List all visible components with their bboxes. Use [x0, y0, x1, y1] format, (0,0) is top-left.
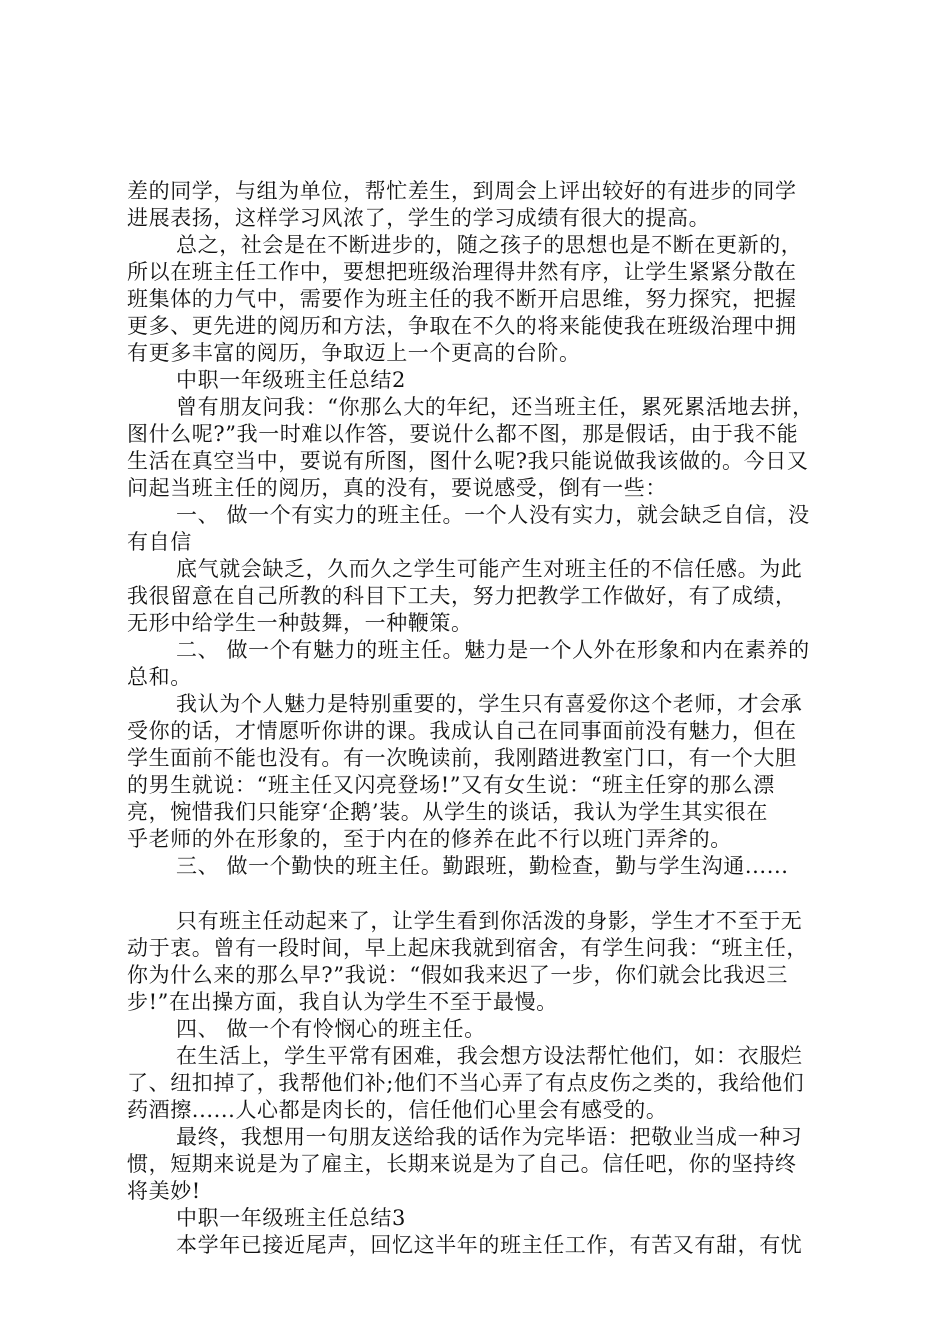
- section-heading-3: 中职一年级班主任总结3: [176, 1206, 406, 1230]
- text-line: 有更多丰富的阅历，争取迈上一个更高的台阶。: [127, 341, 581, 365]
- list-item-1: 一、 做一个有实力的班主任。一个人没有实力，就会缺乏自信，没: [176, 503, 810, 527]
- text-line: 将美妙!: [127, 1179, 201, 1203]
- text-line: 差的同学，与组为单位，帮忙差生，到周会上评出较好的有进步的同学: [127, 179, 797, 203]
- text-line: 问起当班主任的阅历，真的没有，要说感受，倒有一些：: [127, 476, 667, 500]
- text-line: 惯，短期来说是为了雇主，长期来说是为了自己。信任吧，你的坚持终: [127, 1152, 797, 1176]
- text-line: 受你的话，才情愿听你讲的课。我成认自己在同事面前没有魅力，但在: [127, 719, 797, 743]
- list-item-3: 三、 做一个勤快的班主任。勤跟班，勤检查，勤与学生沟通......: [176, 854, 789, 878]
- text-line: 所以在班主任工作中，要想把班级治理得井然有序，让学生紧紧分散在: [127, 260, 797, 284]
- text-line: 有自信: [127, 530, 192, 554]
- paragraph-start: 只有班主任动起来了，让学生看到你活泼的身影，学生才不至于无: [176, 909, 803, 933]
- paragraph-start: 总之，社会是在不断进步的，随之孩子的思想也是不断在更新的，: [176, 233, 803, 257]
- text-line: 班集体的力气中，需要作为班主任的我不断开启思维，努力探究，把握: [127, 287, 797, 311]
- text-line: 进展表扬，这样学习风浓了，学生的学习成绩有很大的提高。: [127, 206, 711, 230]
- text-line: 你为什么来的那么早?”我说：“假如我来迟了一步，你们就会比我迟三: [127, 963, 788, 987]
- list-item-4: 四、 做一个有怜悯心的班主任。: [176, 1017, 486, 1041]
- paragraph-start: 我认为个人魅力是特别重要的，学生只有喜爱你这个老师，才会承: [176, 692, 803, 716]
- paragraph-start: 在生活上，学生平常有困难，我会想方设法帮忙他们，如：衣服烂: [176, 1044, 803, 1068]
- text-line: 总和。: [127, 665, 192, 689]
- text-line: 无形中给学生一种鼓舞，一种鞭策。: [127, 611, 473, 635]
- text-line: 步!”在出操方面，我自认为学生不至于最慢。: [127, 990, 558, 1014]
- text-line: 药酒擦......人心都是肉长的，信任他们心里会有感受的。: [127, 1098, 668, 1122]
- text-line: 了、纽扣掉了，我帮他们补;他们不当心弄了有点皮伤之类的，我给他们: [127, 1071, 805, 1095]
- text-line: 我很留意在自己所教的科目下工夫，努力把教学工作做好，有了成绩，: [127, 584, 797, 608]
- text-line: 学生面前不能也没有。有一次晚读前，我刚踏进教室门口，有一个大胆: [127, 746, 797, 770]
- paragraph-start: 曾有朋友问我：“你那么大的年纪，还当班主任，累死累活地去拼，: [176, 395, 814, 419]
- text-line: 更多、更先进的阅历和方法，争取在不久的将来能使我在班级治理中拥: [127, 314, 797, 338]
- paragraph-start: 本学年已接近尾声，回忆这半年的班主任工作，有苦又有甜，有忧: [176, 1233, 803, 1257]
- section-heading-2: 中职一年级班主任总结2: [176, 368, 406, 392]
- text-line: 动于衷。曾有一段时间，早上起床我就到宿舍，有学生问我：“班主任，: [127, 936, 808, 960]
- text-line: 乎老师的外在形象的，至于内在的修养在此不行以班门弄斧的。: [127, 827, 732, 851]
- paragraph-start: 最终，我想用一句朋友送给我的话作为完毕语：把敬业当成一种习: [176, 1125, 803, 1149]
- text-line: 生活在真空当中，要说有所图，图什么呢?我只能说做我该做的。今日又: [127, 449, 809, 473]
- text-line: 亮，惋惜我们只能穿‘企鹅’装。从学生的谈话，我认为学生其实很在: [127, 800, 768, 824]
- list-item-2: 二、 做一个有魅力的班主任。魅力是一个人外在形象和内在素养的: [176, 638, 810, 662]
- paragraph-start: 底气就会缺乏，久而久之学生可能产生对班主任的不信任感。为此: [176, 557, 803, 581]
- text-line: 图什么呢?”我一时难以作答，要说什么都不图，那是假话，由于我不能: [127, 422, 799, 446]
- text-line: 的男生就说：“班主任又闪亮登场!”又有女生说：“班主任穿的那么漂: [127, 773, 775, 797]
